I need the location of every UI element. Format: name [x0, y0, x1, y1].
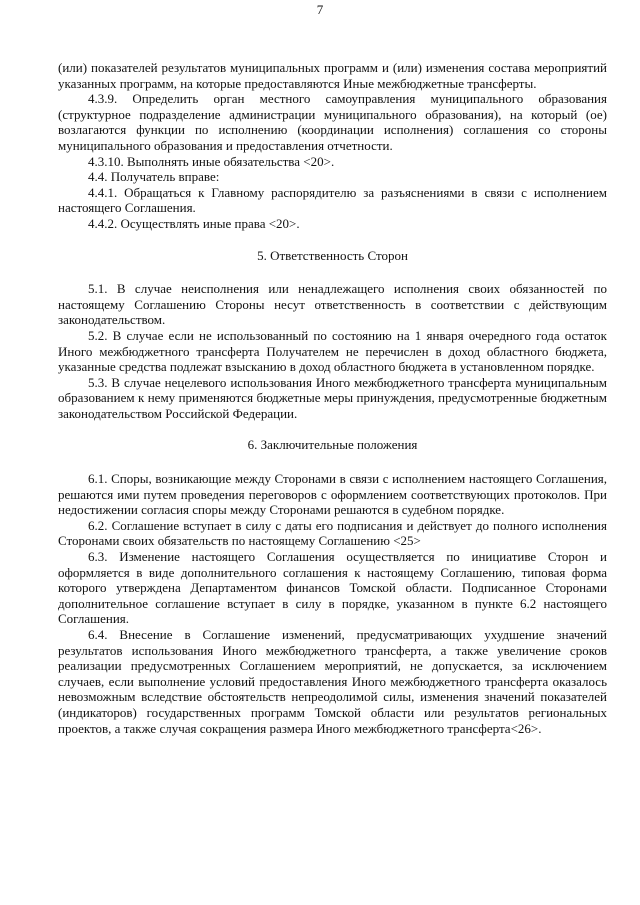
paragraph-6-3: 6.3. Изменение настоящего Соглашения осуществляется по инициативе Сторон и оформляется в виде дополнительного соглашения к настоящему Соглашению, типовая форма которого утверждена Департаментом финансов Томской области. Подписанное Сторонами дополнительное соглашение вступает в силу в порядке, указанном в пункте 6.2 настоящего Соглашения.	[58, 549, 607, 627]
paragraph-4-3-9: 4.3.9. Определить орган местного самоуправления муниципального образования (структурное подразделение администрации муниципального образования), на который (ое) возлагаются функции по исполнению (координации исполнения) соглашения со стороны муниципального образования и предоставления отчетности.	[58, 91, 607, 153]
paragraph-6-4: 6.4. Внесение в Соглашение изменений, предусматривающих ухудшение значений результатов использования Иного межбюджетного трансферта, а также увеличение сроков реализации предусмотренных Соглашением мероприятий, не допускается, за исключением случаев, если выполнение условий предоставления Иного межбюджетного трансферта оказалось невозможным вследствие обстоятельств непреодолимой силы, изменения значений показателей (индикаторов) государственных программ Томской области или результатов региональных проектов, а также случая сокращения размера Иного межбюджетного трансферта<26>.	[58, 627, 607, 736]
section-6-heading: 6. Заключительные положения	[247, 437, 418, 453]
paragraph-4-4: 4.4. Получатель вправе:	[88, 169, 220, 185]
paragraph-4-3-10: 4.3.10. Выполнять иные обязательства <20>.	[88, 153, 335, 169]
paragraph-4-4-1: 4.4.1. Обращаться к Главному распорядителю за разъяснениями в связи с исполнением настоящего Соглашения.	[58, 184, 607, 216]
document-body	[58, 60, 607, 736]
paragraph-5-1: 5.1. В случае неисполнения или ненадлежащего исполнения своих обязанностей по настоящему Соглашению Стороны несут ответственность в соответствии с действующим законодательством.	[58, 281, 607, 328]
paragraph-5-2: 5.2. В случае если не использованный по состоянию на 1 января очередного года остаток Иного межбюджетного трансферта Получателем не перечислен в доход областного бюджета, указанные средства подлежат взысканию в доход областного бюджета в установленном порядке.	[58, 327, 607, 375]
paragraph-6-1: 6.1. Споры, возникающие между Сторонами в связи с исполнением настоящего Соглашения, решаются ими путем проведения переговоров с оформлением соответствующих протоколов. При недостижении согласия споры между Сторонами решаются в судебном порядке.	[58, 471, 607, 518]
paragraph-4-4-2: 4.4.2. Осуществлять иные права <20>.	[88, 215, 300, 231]
page-number: 7	[316, 2, 324, 17]
section-5-heading: 5. Ответственность Сторон	[257, 247, 408, 263]
paragraph-continuation: (или) показателей результатов муниципальных программ и (или) изменения состава мероприятий указанных программ, на которые предоставляются Иные межбюджетные трансферты.	[58, 60, 607, 91]
paragraph-5-3: 5.3. В случае нецелевого использования Иного межбюджетного трансферта муниципальным образованием к нему применяются бюджетные меры принуждения, предусмотренные бюджетным законодательством Российской Федерации.	[58, 374, 607, 421]
paragraph-6-2: 6.2. Соглашение вступает в силу с даты его подписания и действует до полного исполнения Сторонами своих обязательств по настоящему Соглашению <25>	[58, 517, 607, 549]
